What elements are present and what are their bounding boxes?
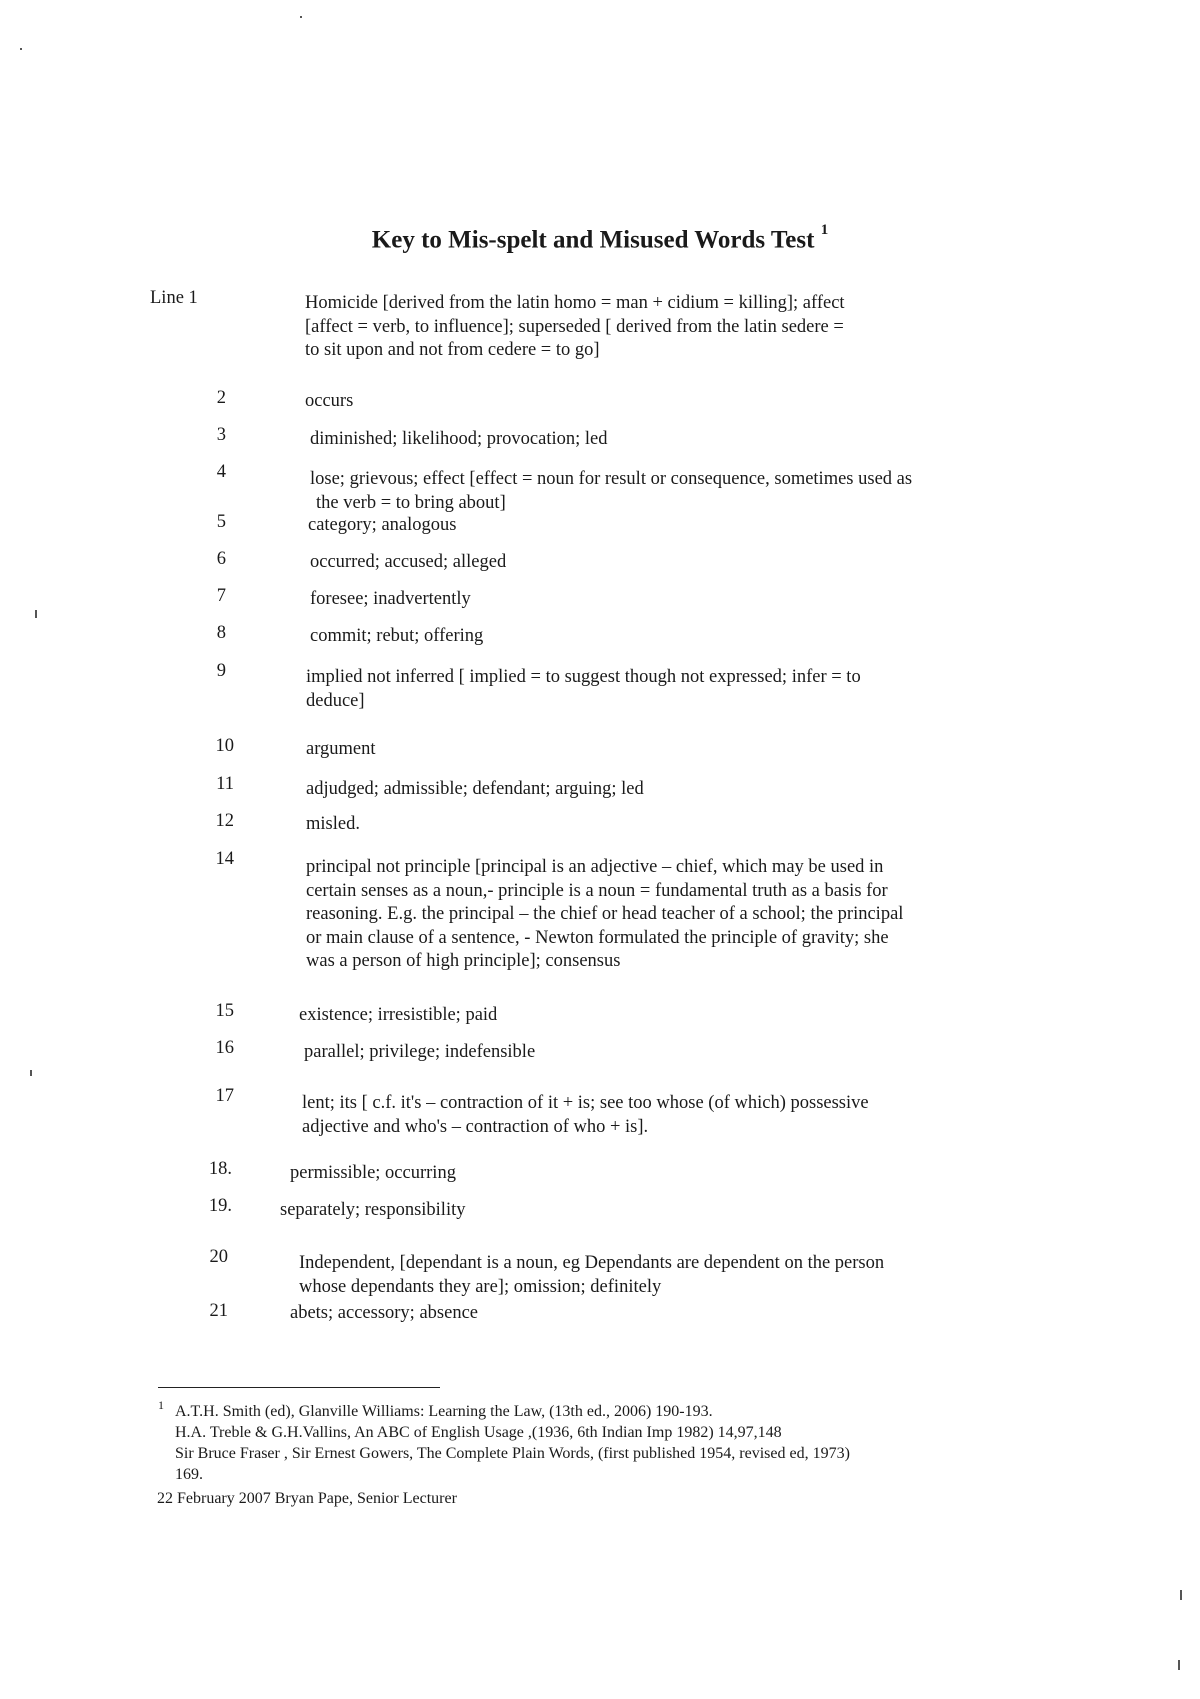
scan-speck (300, 16, 302, 18)
entry-number: 16 (215, 1038, 234, 1058)
entry-text: permissible; occurring (290, 1163, 456, 1183)
footnote-separator (158, 1387, 440, 1388)
footnote-line: 169. (175, 1466, 203, 1483)
footnote-mark: 1 (158, 1398, 164, 1412)
entry-text: occurs (305, 391, 354, 411)
scan-speck (30, 1070, 32, 1076)
entry-text: category; analogous (308, 515, 457, 535)
entry-text: Independent, [dependant is a noun, eg Dependants are dependent on the person whose dependants they are]; omission; definitely (299, 1253, 885, 1297)
entry-number: 18. (208, 1159, 232, 1179)
entry-text: existence; irresistible; paid (299, 1005, 498, 1025)
entry-text: principal not principle [principal is an adjective – chief, which may be used in certain senses as a noun,- principle is a noun = fundamental truth as a basis for reasoning. E.g. the principal – the chief or head teacher of a school; the principal or main clause of a sentence, - Newton formulated the principle of gravity; she was a person of high principle]; consensus (306, 857, 904, 971)
entry-number: 10 (215, 736, 234, 756)
entry-number: 15 (215, 1001, 234, 1021)
entry-number: 20 (209, 1247, 228, 1267)
entry-number: 3 (216, 425, 226, 445)
entry-number: 9 (216, 661, 226, 681)
entry-number: 8 (216, 623, 226, 643)
entry-text: separately; responsibility (280, 1200, 466, 1220)
entry-number: 19. (208, 1196, 232, 1216)
entry-number: 2 (216, 388, 226, 408)
scan-speck (1180, 1590, 1182, 1600)
entry-text: lose; grievous; effect [effect = noun for result or consequence, sometimes used as the verb = to bring about] (310, 469, 913, 513)
entry-number: Line 1 (150, 288, 198, 308)
document-title (0, 222, 1200, 254)
entry-number: 12 (215, 811, 234, 831)
footnote-line: Sir Bruce Fraser , Sir Ernest Gowers, The Complete Plain Words, (first published 1954, revised ed, 1973) (175, 1445, 850, 1462)
entry-number: 5 (216, 512, 226, 532)
signature-line: 22 February 2007 Bryan Pape, Senior Lecturer (157, 1490, 457, 1507)
entry-text: abets; accessory; absence (290, 1303, 478, 1323)
entry-text: commit; rebut; offering (310, 626, 484, 646)
scan-speck (1178, 1660, 1180, 1670)
entry-text: argument (306, 739, 376, 759)
footnotes (175, 1401, 1035, 1485)
entry-number: 11 (216, 774, 234, 794)
entry-text: adjudged; admissible; defendant; arguing; led (306, 779, 644, 799)
entry-text: misled. (306, 814, 360, 834)
entry-text: parallel; privilege; indefensible (304, 1042, 536, 1062)
footnote-line: A.T.H. Smith (ed), Glanville Williams: Learning the Law, (13th ed., 2006) 190-193. (175, 1403, 713, 1420)
entry-number: 6 (216, 549, 226, 569)
scan-speck (35, 610, 37, 618)
entry-number: 4 (216, 462, 226, 482)
entry-number: 17 (215, 1086, 234, 1106)
entry-number: 14 (215, 849, 234, 869)
entry-text: foresee; inadvertently (310, 589, 471, 609)
entry-text: occurred; accused; alleged (310, 552, 507, 572)
entry-text: Homicide [derived from the latin homo = man + cidium = killing]; affect [affect = verb, to influence]; superseded [ derived from the latin sedere = to sit upon and not from cedere = to go] (305, 293, 845, 360)
entry-number: 21 (209, 1301, 228, 1321)
footnote-line: H.A. Treble & G.H.Vallins, An ABC of English Usage ,(1936, 6th Indian Imp 1982) 14,97,148 (175, 1424, 782, 1441)
entry-text: lent; its [ c.f. it's – contraction of it + is; see too whose (of which) possessive adjective and who's – contraction of who + is]. (302, 1093, 869, 1137)
entry-text: implied not inferred [ implied = to suggest though not expressed; infer = to deduce] (306, 667, 861, 711)
entry-number: 7 (216, 586, 226, 606)
entry-text: diminished; likelihood; provocation; led (310, 429, 608, 449)
title-text: Key to Mis-spelt and Misused Words Test (371, 226, 815, 254)
scan-speck (20, 48, 22, 50)
title-footnote-mark: 1 (820, 222, 829, 238)
